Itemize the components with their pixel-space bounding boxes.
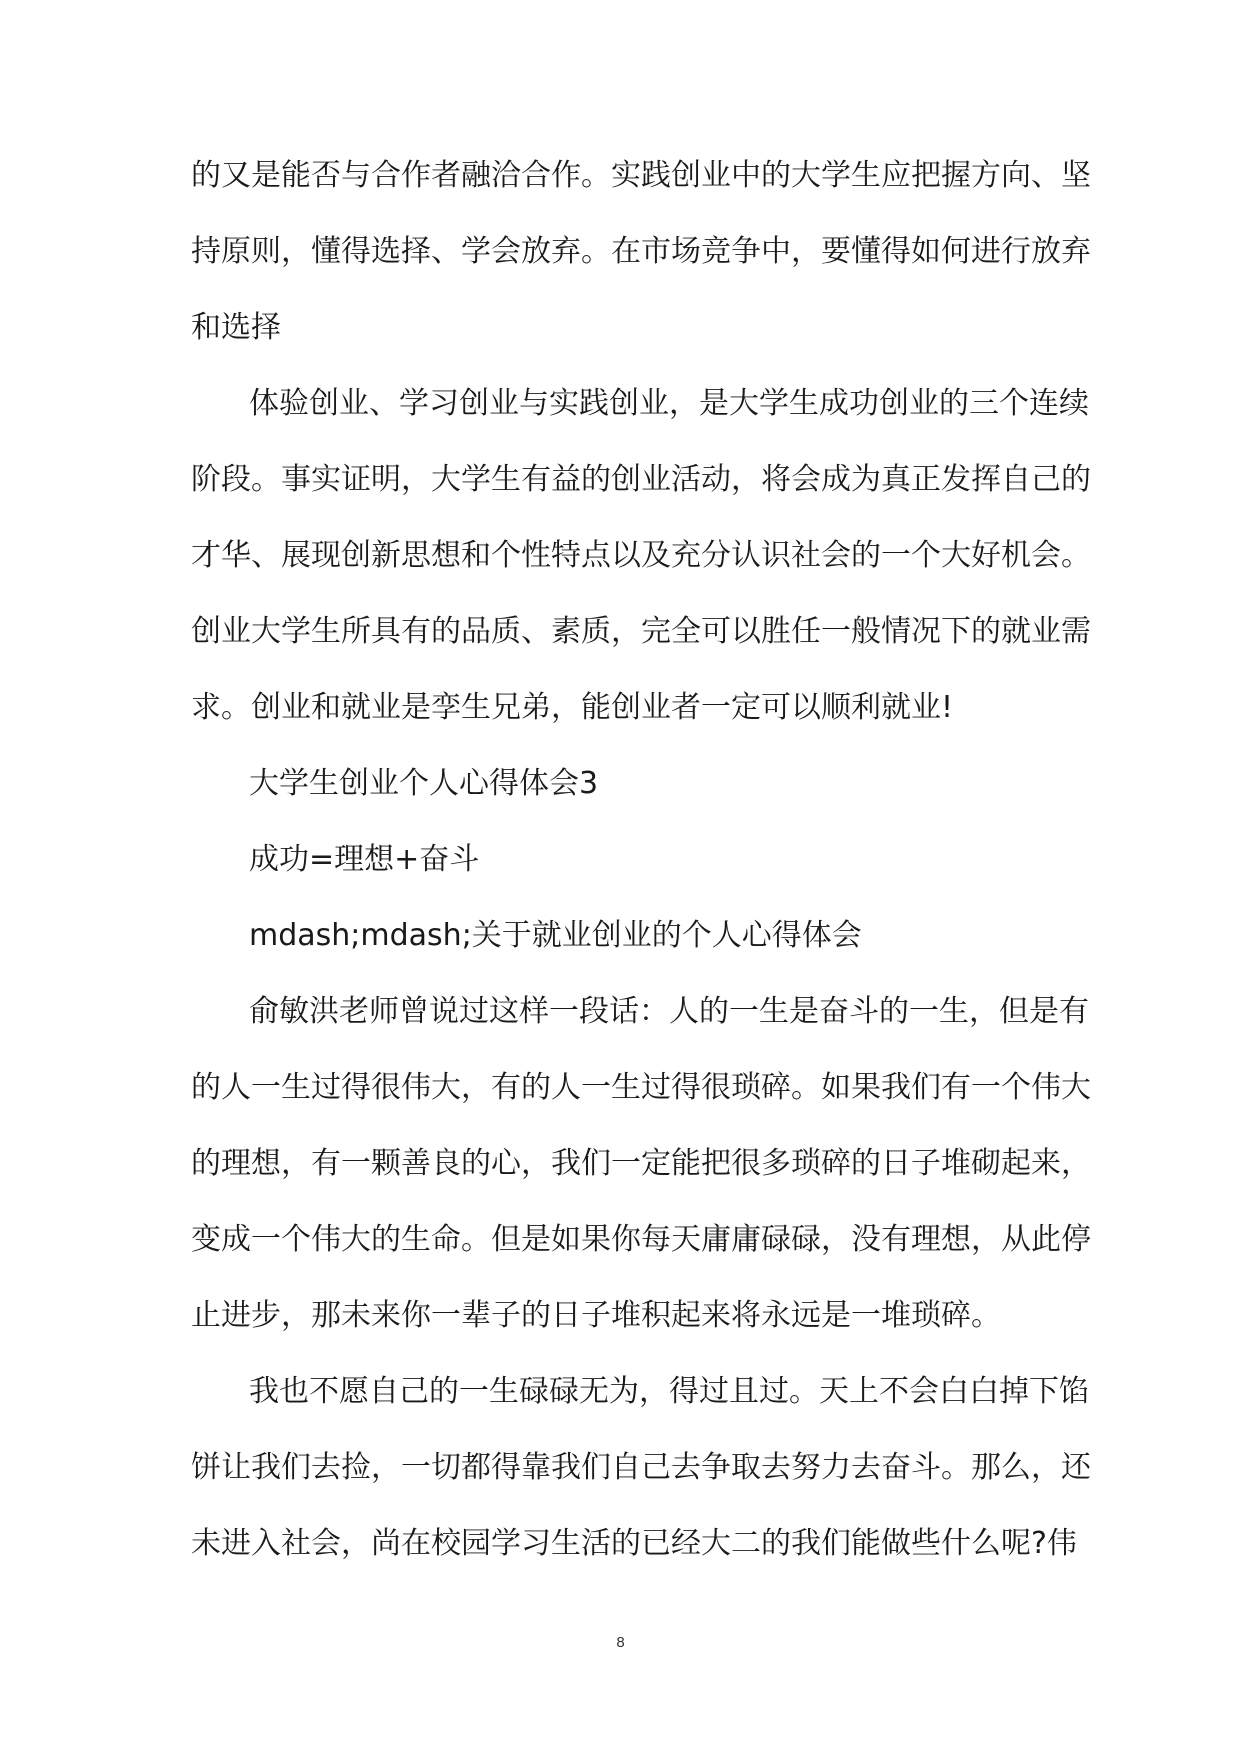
- text-line: 未进入社会，尚在校园学习生活的已经大二的我们能做些什么呢?伟: [191, 1526, 1077, 1561]
- text-line: 阶段。事实证明，大学生有益的创业活动，将会成为真正发挥自己的: [191, 462, 1091, 497]
- text-line: mdash;mdash;关于就业创业的个人心得体会: [249, 918, 862, 953]
- text-line: 创业大学生所具有的品质、素质，完全可以胜任一般情况下的就业需: [191, 614, 1091, 649]
- text-line: 持原则，懂得选择、学会放弃。在市场竞争中，要懂得如何进行放弃: [191, 234, 1091, 269]
- text-line: 求。创业和就业是孪生兄弟，能创业者一定可以顺利就业!: [191, 690, 954, 725]
- text-line: 的理想，有一颗善良的心，我们一定能把很多琐碎的日子堆砌起来，: [191, 1146, 1091, 1181]
- text-line: 和选择: [191, 310, 281, 345]
- text-line: 俞敏洪老师曾说过这样一段话：人的一生是奋斗的一生，但是有: [249, 994, 1089, 1029]
- section-heading: 大学生创业个人心得体会3: [249, 766, 599, 801]
- text-line: 成功=理想+奋斗: [249, 842, 480, 877]
- page-number: 8: [616, 1634, 625, 1651]
- text-line: 体验创业、学习创业与实践创业，是大学生成功创业的三个连续: [249, 386, 1089, 421]
- text-line: 才华、展现创新思想和个性特点以及充分认识社会的一个大好机会。: [191, 538, 1091, 573]
- text-line: 止进步，那未来你一辈子的日子堆积起来将永远是一堆琐碎。: [191, 1298, 1001, 1333]
- text-line: 的又是能否与合作者融洽合作。实践创业中的大学生应把握方向、坚: [191, 158, 1091, 193]
- text-line: 饼让我们去捡，一切都得靠我们自己去争取去努力去奋斗。那么，还: [191, 1450, 1091, 1485]
- text-line: 变成一个伟大的生命。但是如果你每天庸庸碌碌，没有理想，从此停: [191, 1222, 1091, 1257]
- text-line: 的人一生过得很伟大，有的人一生过得很琐碎。如果我们有一个伟大: [191, 1070, 1091, 1105]
- text-line: 我也不愿自己的一生碌碌无为，得过且过。天上不会白白掉下馅: [249, 1374, 1089, 1409]
- body-text: [191, 138, 1091, 1582]
